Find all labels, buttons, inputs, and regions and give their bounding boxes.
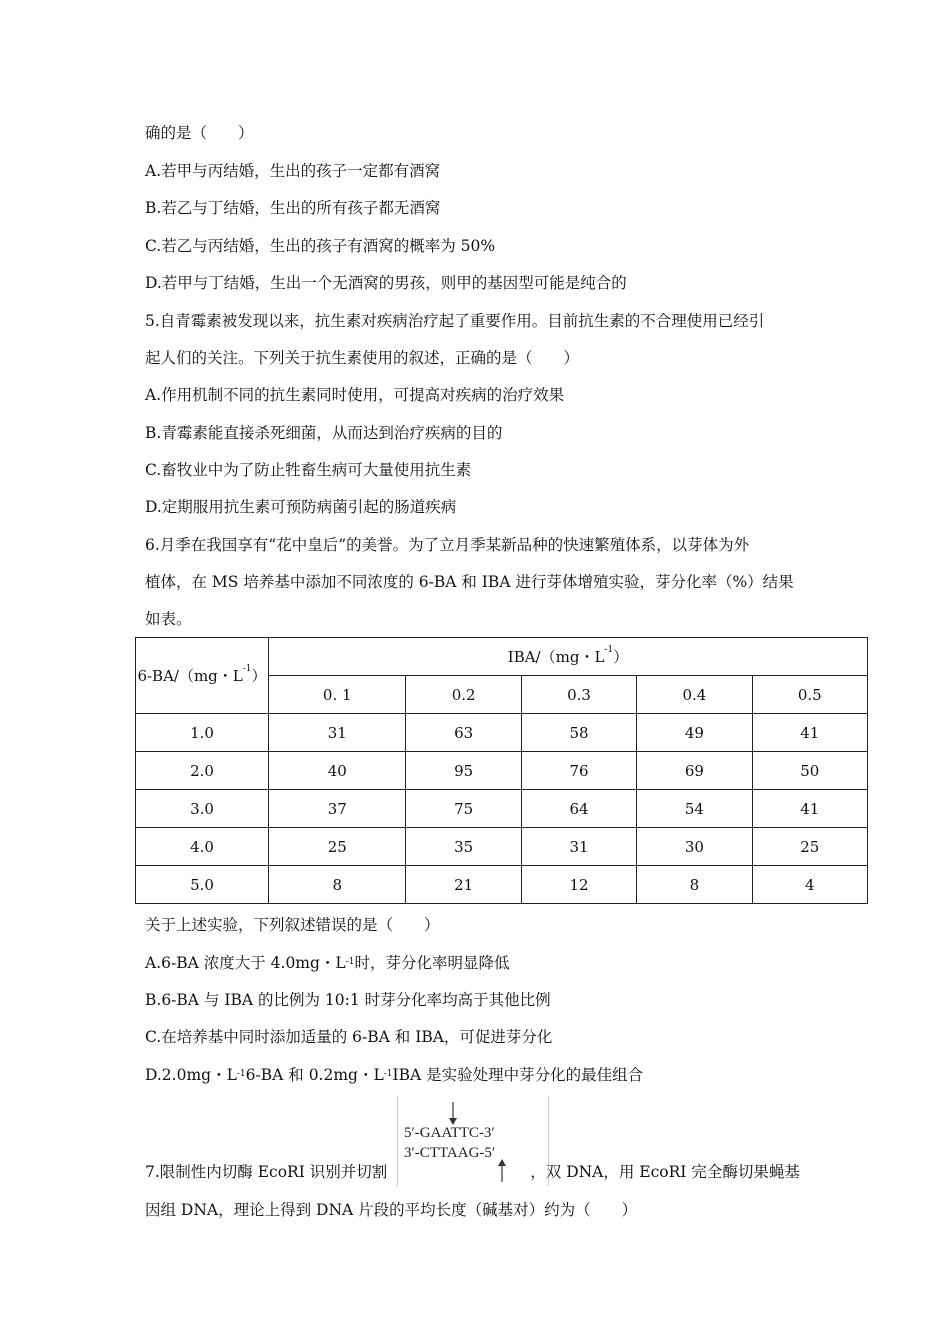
table-cell: 8 <box>637 866 752 904</box>
row-label: 1.0 <box>136 714 269 752</box>
table-cell: 25 <box>752 828 867 866</box>
q4-option-d: D.若甲与丁结婚，生出一个无酒窝的男孩，则甲的基因型可能是纯合的 <box>145 274 627 292</box>
table-cell: 8 <box>269 866 406 904</box>
q6-stem-line-2: 植体，在 MS 培养基中添加不同浓度的 6-BA 和 IBA 进行芽体增殖实验，芽分化率（%）结果 <box>145 573 794 591</box>
q5-stem-line-2: 起人们的关注。下列关于抗生素使用的叙述，正确的是（ ） <box>145 349 580 367</box>
table-cell: 35 <box>406 828 521 866</box>
q6-option-a: A.6-BA 浓度大于 4.0mg・$L^{-1}$时，芽分化率明显降低 <box>145 954 510 972</box>
row-label: 5.0 <box>136 866 269 904</box>
q7-stem-line-1: 7.限制性内切酶 EcoRI 识别并切割 ，双 DNA，用 EcoRI 完全酶切果蝇基 <box>145 1163 800 1181</box>
q4-stem-end: 确的是（ ） <box>145 124 254 142</box>
table-cell: 31 <box>521 828 636 866</box>
table-cell: 63 <box>406 714 521 752</box>
table-cell: 41 <box>752 714 867 752</box>
q7-stem-line-2: 因组 DNA，理论上得到 DNA 片段的平均长度（碱基对）约为（ ） <box>145 1201 638 1219</box>
table-row <box>136 866 868 904</box>
cut-arrow-top-icon <box>449 1102 457 1125</box>
col-header: 0.4 <box>637 676 752 714</box>
table-cell: 41 <box>752 790 867 828</box>
table-cell: 69 <box>637 752 752 790</box>
table-cell: 37 <box>269 790 406 828</box>
col-header: 0. 1 <box>269 676 406 714</box>
table-cell: 31 <box>269 714 406 752</box>
seq-top-strand: 5′-GAATTC-3′ <box>404 1125 495 1141</box>
table-cell: 49 <box>637 714 752 752</box>
seq-bottom-strand: 3′-CTTAAG-5′ <box>404 1145 496 1161</box>
q6-data-table <box>135 637 868 904</box>
q5-option-c: C.畜牧业中为了防止牲畜生病可大量使用抗生素 <box>145 461 472 479</box>
table-cell: 64 <box>521 790 636 828</box>
table-row <box>136 828 868 866</box>
q4-option-c: C.若乙与丙结婚，生出的孩子有酒窝的概率为 50% <box>145 237 496 255</box>
q6-option-c: C.在培养基中同时添加适量的 6-BA 和 IBA，可促进芽分化 <box>145 1028 553 1046</box>
row-label: 3.0 <box>136 790 269 828</box>
q4-option-a: A.若甲与丙结婚，生出的孩子一定都有酒窝 <box>145 162 441 180</box>
col-header: 0.2 <box>406 676 521 714</box>
col-header-cell: IBA/（mg・$L^{-1}$） <box>269 638 868 676</box>
table-row <box>136 790 868 828</box>
q5-option-a: A.作用机制不同的抗生素同时使用，可提高对疾病的治疗效果 <box>145 386 565 404</box>
table-row <box>136 714 868 752</box>
q4-option-b: B.若乙与丁结婚，生出的所有孩子都无酒窝 <box>145 199 441 217</box>
row-header-cell: 6-BA/（mg・$L^{-1}$） <box>136 638 269 714</box>
q6-stem-line-1: 6.月季在我国享有“花中皇后”的美誉。为了立月季某新品种的快速繁殖体系，以芽体为外 <box>145 536 750 554</box>
table-cell: 50 <box>752 752 867 790</box>
table-cell: 40 <box>269 752 406 790</box>
col-header: 0.3 <box>521 676 636 714</box>
table-row <box>136 752 868 790</box>
q6-option-d: D.2.0mg・$L^{-1}6-BA$ 和 0.2mg・$L^{-1}IBA$ 是实验处理中芽分化的最佳组合 <box>145 1066 644 1084</box>
table-cell: 95 <box>406 752 521 790</box>
q6-option-b: B.6-BA 与 IBA 的比例为 10:1 时芽分化率均高于其他比例 <box>145 991 551 1009</box>
q6-question: 关于上述实验，下列叙述错误的是（ ） <box>145 916 440 934</box>
table-cell: 25 <box>269 828 406 866</box>
row-label: 4.0 <box>136 828 269 866</box>
table-cell: 54 <box>637 790 752 828</box>
q5-option-d: D.定期服用抗生素可预防病菌引起的肠道疾病 <box>145 498 457 516</box>
col-header: 0.5 <box>752 676 867 714</box>
table-cell: 75 <box>406 790 521 828</box>
table-cell: 58 <box>521 714 636 752</box>
q5-stem-line-1: 5.自青霉素被发现以来，抗生素对疾病治疗起了重要作用。目前抗生素的不合理使用已经引 <box>145 312 765 330</box>
q6-stem-line-3: 如表。 <box>145 610 192 628</box>
row-label: 2.0 <box>136 752 269 790</box>
table-cell: 21 <box>406 866 521 904</box>
q5-option-b: B.青霉素能直接杀死细菌，从而达到治疗疾病的目的 <box>145 424 503 442</box>
table-cell: 4 <box>752 866 867 904</box>
table-cell: 30 <box>637 828 752 866</box>
table-cell: 76 <box>521 752 636 790</box>
table-cell: 12 <box>521 866 636 904</box>
